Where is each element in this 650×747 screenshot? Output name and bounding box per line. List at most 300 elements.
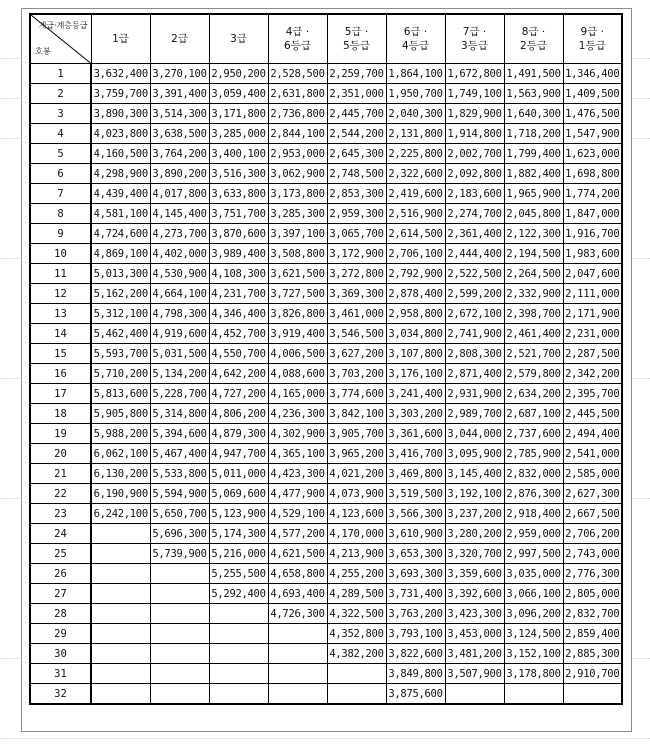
salary-cell: 2,959,000 — [504, 524, 563, 544]
salary-cell: 3,044,000 — [445, 424, 504, 444]
salary-cell: 1,774,200 — [563, 184, 622, 204]
salary-cell: 3,703,200 — [327, 364, 386, 384]
table-row — [30, 424, 622, 444]
salary-cell: 3,361,600 — [386, 424, 445, 444]
salary-cell: 3,759,700 — [91, 84, 150, 104]
step-cell: 29 — [30, 624, 91, 644]
salary-cell: 3,731,400 — [386, 584, 445, 604]
salary-cell: 3,095,900 — [445, 444, 504, 464]
salary-cell: 4,273,700 — [150, 224, 209, 244]
salary-cell: 3,035,000 — [504, 564, 563, 584]
salary-cell: 6,242,100 — [91, 504, 150, 524]
salary-cell: 2,047,600 — [563, 264, 622, 284]
salary-cell: 4,577,200 — [268, 524, 327, 544]
step-cell: 28 — [30, 604, 91, 624]
grade-header-sublabel: 6등급 — [284, 40, 311, 52]
salary-cell: 3,764,200 — [150, 144, 209, 164]
salary-cell: 2,322,600 — [386, 164, 445, 184]
salary-cell: 2,579,800 — [504, 364, 563, 384]
salary-cell: 3,034,800 — [386, 324, 445, 344]
salary-cell: 3,989,400 — [209, 244, 268, 264]
salary-cell: 4,021,200 — [327, 464, 386, 484]
salary-cell: 4,947,700 — [209, 444, 268, 464]
salary-cell: 4,289,500 — [327, 584, 386, 604]
salary-cell: 3,653,300 — [386, 544, 445, 564]
salary-cell — [150, 604, 209, 624]
salary-cell: 2,706,200 — [563, 524, 622, 544]
salary-cell: 2,776,300 — [563, 564, 622, 584]
salary-cell: 4,023,800 — [91, 124, 150, 144]
salary-cell — [268, 644, 327, 664]
grade-header-label: 7급 · — [462, 26, 487, 38]
salary-cell: 4,869,100 — [91, 244, 150, 264]
salary-cell: 2,805,000 — [563, 584, 622, 604]
salary-cell: 3,272,800 — [327, 264, 386, 284]
salary-cell: 2,122,300 — [504, 224, 563, 244]
salary-cell: 3,400,100 — [209, 144, 268, 164]
table-row — [30, 64, 622, 84]
salary-cell — [209, 664, 268, 684]
salary-cell: 1,799,400 — [504, 144, 563, 164]
salary-cell: 3,096,200 — [504, 604, 563, 624]
salary-cell: 2,931,900 — [445, 384, 504, 404]
salary-cell — [150, 564, 209, 584]
salary-cell: 3,391,400 — [150, 84, 209, 104]
salary-cell: 5,013,300 — [91, 264, 150, 284]
table-body — [30, 64, 622, 705]
table-row — [30, 184, 622, 204]
grade-header-sublabel: 1등급 — [578, 40, 606, 52]
salary-cell: 4,322,500 — [327, 604, 386, 624]
salary-cell: 3,793,100 — [386, 624, 445, 644]
step-cell: 10 — [30, 244, 91, 264]
salary-cell — [563, 684, 622, 705]
salary-cell: 3,171,800 — [209, 104, 268, 124]
grade-header-sublabel: 3등급 — [461, 40, 488, 52]
salary-cell: 2,361,400 — [445, 224, 504, 244]
salary-cell: 2,045,800 — [504, 204, 563, 224]
salary-cell: 1,623,000 — [563, 144, 622, 164]
salary-cell: 5,696,300 — [150, 524, 209, 544]
salary-cell: 5,174,300 — [209, 524, 268, 544]
salary-cell: 3,514,300 — [150, 104, 209, 124]
salary-cell: 3,107,800 — [386, 344, 445, 364]
salary-cell: 5,228,700 — [150, 384, 209, 404]
salary-cell: 1,749,100 — [445, 84, 504, 104]
grade-header-label: 5급 · — [344, 26, 369, 38]
step-cell: 12 — [30, 284, 91, 304]
salary-cell: 3,826,800 — [268, 304, 327, 324]
step-cell: 11 — [30, 264, 91, 284]
grade-header-5 — [327, 14, 386, 64]
step-cell: 20 — [30, 444, 91, 464]
step-cell: 7 — [30, 184, 91, 204]
salary-cell: 4,382,200 — [327, 644, 386, 664]
salary-cell: 5,394,600 — [150, 424, 209, 444]
salary-cell: 3,062,900 — [268, 164, 327, 184]
grade-header-label: 3급 — [230, 33, 247, 45]
salary-cell: 4,402,000 — [150, 244, 209, 264]
salary-cell: 3,237,200 — [445, 504, 504, 524]
salary-cell — [91, 604, 150, 624]
salary-cell: 2,445,500 — [563, 404, 622, 424]
salary-cell: 2,958,800 — [386, 304, 445, 324]
salary-cell: 4,621,500 — [268, 544, 327, 564]
salary-cell — [91, 684, 150, 705]
salary-cell: 2,342,200 — [563, 364, 622, 384]
salary-cell — [91, 584, 150, 604]
step-cell: 31 — [30, 664, 91, 684]
salary-cell: 2,231,000 — [563, 324, 622, 344]
salary-cell: 4,727,200 — [209, 384, 268, 404]
corner-header-cell — [30, 14, 91, 64]
salary-cell: 2,398,700 — [504, 304, 563, 324]
salary-cell: 2,092,800 — [445, 164, 504, 184]
salary-cell: 1,983,600 — [563, 244, 622, 264]
salary-cell: 5,162,200 — [91, 284, 150, 304]
salary-cell — [150, 584, 209, 604]
salary-cell: 3,359,600 — [445, 564, 504, 584]
salary-cell — [268, 664, 327, 684]
salary-cell: 5,123,900 — [209, 504, 268, 524]
salary-cell: 3,280,200 — [445, 524, 504, 544]
salary-cell: 4,088,600 — [268, 364, 327, 384]
salary-cell: 5,739,900 — [150, 544, 209, 564]
salary-cell: 3,124,500 — [504, 624, 563, 644]
salary-cell: 3,516,300 — [209, 164, 268, 184]
salary-cell — [91, 664, 150, 684]
salary-cell: 4,017,800 — [150, 184, 209, 204]
table-row — [30, 544, 622, 564]
salary-cell: 4,108,300 — [209, 264, 268, 284]
salary-cell: 5,710,200 — [91, 364, 150, 384]
grade-header-label: 9급 · — [580, 26, 604, 38]
salary-cell: 5,314,800 — [150, 404, 209, 424]
salary-cell: 2,878,400 — [386, 284, 445, 304]
salary-cell: 2,808,300 — [445, 344, 504, 364]
salary-cell: 5,069,600 — [209, 484, 268, 504]
salary-cell — [150, 624, 209, 644]
salary-cell: 4,165,000 — [268, 384, 327, 404]
step-cell: 25 — [30, 544, 91, 564]
salary-cell: 3,849,800 — [386, 664, 445, 684]
salary-cell — [91, 544, 150, 564]
step-cell: 18 — [30, 404, 91, 424]
salary-cell: 1,916,700 — [563, 224, 622, 244]
salary-cell: 3,423,300 — [445, 604, 504, 624]
step-cell: 16 — [30, 364, 91, 384]
salary-cell: 4,365,100 — [268, 444, 327, 464]
salary-cell: 3,774,600 — [327, 384, 386, 404]
salary-cell — [150, 644, 209, 664]
salary-cell: 2,687,100 — [504, 404, 563, 424]
table-row — [30, 364, 622, 384]
salary-cell: 3,270,100 — [150, 64, 209, 84]
salary-cell: 4,160,500 — [91, 144, 150, 164]
salary-cell: 3,727,500 — [268, 284, 327, 304]
salary-cell: 1,491,500 — [504, 64, 563, 84]
salary-cell — [150, 664, 209, 684]
salary-cell: 3,627,200 — [327, 344, 386, 364]
salary-cell: 2,521,700 — [504, 344, 563, 364]
salary-cell: 2,631,800 — [268, 84, 327, 104]
grade-header-8 — [504, 14, 563, 64]
salary-cell: 5,813,600 — [91, 384, 150, 404]
salary-cell: 2,332,900 — [504, 284, 563, 304]
salary-cell: 5,011,000 — [209, 464, 268, 484]
grade-header-label: 8급 · — [521, 26, 546, 38]
table-row — [30, 284, 622, 304]
salary-cell: 1,847,000 — [563, 204, 622, 224]
salary-cell — [91, 644, 150, 664]
table-row — [30, 584, 622, 604]
salary-cell — [209, 684, 268, 705]
salary-cell: 1,950,700 — [386, 84, 445, 104]
salary-cell: 3,152,100 — [504, 644, 563, 664]
salary-cell: 3,842,100 — [327, 404, 386, 424]
salary-cell: 1,563,900 — [504, 84, 563, 104]
salary-cell: 3,546,500 — [327, 324, 386, 344]
salary-cell — [327, 684, 386, 705]
salary-cell: 6,190,900 — [91, 484, 150, 504]
salary-cell: 2,287,500 — [563, 344, 622, 364]
salary-cell: 2,419,600 — [386, 184, 445, 204]
salary-cell: 2,885,300 — [563, 644, 622, 664]
table-row — [30, 664, 622, 684]
salary-cell: 3,059,400 — [209, 84, 268, 104]
step-cell: 8 — [30, 204, 91, 224]
salary-cell: 2,736,800 — [268, 104, 327, 124]
salary-cell: 2,171,900 — [563, 304, 622, 324]
step-cell: 13 — [30, 304, 91, 324]
salary-cell: 3,172,900 — [327, 244, 386, 264]
salary-cell — [150, 684, 209, 705]
salary-cell — [268, 684, 327, 705]
salary-cell: 4,726,300 — [268, 604, 327, 624]
salary-cell: 2,183,600 — [445, 184, 504, 204]
salary-cell: 3,176,100 — [386, 364, 445, 384]
salary-cell: 1,864,100 — [386, 64, 445, 84]
salary-cell: 5,467,400 — [150, 444, 209, 464]
salary-cell: 1,547,900 — [563, 124, 622, 144]
grade-header-sublabel: 5등급 — [343, 40, 370, 52]
salary-cell: 4,236,300 — [268, 404, 327, 424]
salary-cell: 2,989,700 — [445, 404, 504, 424]
table-row — [30, 224, 622, 244]
salary-cell: 4,664,100 — [150, 284, 209, 304]
table-row — [30, 244, 622, 264]
step-cell: 32 — [30, 684, 91, 705]
salary-cell: 2,706,100 — [386, 244, 445, 264]
grade-header-label: 6급 · — [403, 26, 428, 38]
grade-header-6 — [386, 14, 445, 64]
salary-cell: 6,062,100 — [91, 444, 150, 464]
salary-cell: 3,285,300 — [268, 204, 327, 224]
salary-cell: 1,698,800 — [563, 164, 622, 184]
salary-cell: 2,953,000 — [268, 144, 327, 164]
salary-cell: 2,832,000 — [504, 464, 563, 484]
salary-cell: 4,581,100 — [91, 204, 150, 224]
step-cell: 30 — [30, 644, 91, 664]
table-row — [30, 684, 622, 705]
step-cell: 2 — [30, 84, 91, 104]
step-cell: 14 — [30, 324, 91, 344]
table-row — [30, 124, 622, 144]
salary-cell: 5,134,200 — [150, 364, 209, 384]
salary-cell: 4,255,200 — [327, 564, 386, 584]
table-row — [30, 644, 622, 664]
step-cell: 9 — [30, 224, 91, 244]
salary-cell: 5,292,400 — [209, 584, 268, 604]
salary-cell: 3,369,300 — [327, 284, 386, 304]
salary-cell: 2,997,500 — [504, 544, 563, 564]
salary-cell: 3,192,100 — [445, 484, 504, 504]
background-rule — [0, 738, 650, 739]
salary-cell: 4,693,400 — [268, 584, 327, 604]
salary-cell: 4,919,600 — [150, 324, 209, 344]
salary-cell: 5,312,100 — [91, 304, 150, 324]
grade-header-4 — [268, 14, 327, 64]
grade-header-label: 1급 — [112, 33, 129, 45]
salary-cell: 4,439,400 — [91, 184, 150, 204]
salary-cell — [268, 624, 327, 644]
salary-cell: 4,452,700 — [209, 324, 268, 344]
salary-cell: 3,566,300 — [386, 504, 445, 524]
salary-cell: 1,914,800 — [445, 124, 504, 144]
salary-cell: 2,844,100 — [268, 124, 327, 144]
step-cell: 6 — [30, 164, 91, 184]
salary-cell: 5,593,700 — [91, 344, 150, 364]
salary-cell: 5,216,000 — [209, 544, 268, 564]
salary-cell: 3,453,000 — [445, 624, 504, 644]
salary-cell: 5,031,500 — [150, 344, 209, 364]
salary-cell: 3,519,500 — [386, 484, 445, 504]
salary-cell: 2,645,300 — [327, 144, 386, 164]
salary-cell: 2,522,500 — [445, 264, 504, 284]
salary-cell: 2,585,000 — [563, 464, 622, 484]
salary-cell: 2,792,900 — [386, 264, 445, 284]
salary-cell: 2,871,400 — [445, 364, 504, 384]
salary-cell: 4,724,600 — [91, 224, 150, 244]
grade-header-2 — [150, 14, 209, 64]
step-cell: 5 — [30, 144, 91, 164]
salary-cell — [445, 684, 504, 705]
grade-header-1 — [91, 14, 150, 64]
grade-header-3 — [209, 14, 268, 64]
grade-header-sublabel: 2등급 — [520, 40, 547, 52]
table-row — [30, 324, 622, 344]
step-cell: 15 — [30, 344, 91, 364]
grade-header-label: 4급 · — [285, 26, 310, 38]
salary-cell — [504, 684, 563, 705]
salary-cell: 2,274,700 — [445, 204, 504, 224]
salary-cell: 5,255,500 — [209, 564, 268, 584]
salary-cell: 6,130,200 — [91, 464, 150, 484]
salary-cell: 3,610,900 — [386, 524, 445, 544]
salary-cell: 2,225,800 — [386, 144, 445, 164]
grade-header-7 — [445, 14, 504, 64]
salary-cell: 2,599,200 — [445, 284, 504, 304]
salary-cell: 3,285,000 — [209, 124, 268, 144]
salary-cell: 3,890,300 — [91, 104, 150, 124]
salary-cell: 2,748,500 — [327, 164, 386, 184]
salary-cell: 3,241,400 — [386, 384, 445, 404]
step-cell: 19 — [30, 424, 91, 444]
table-row — [30, 344, 622, 364]
salary-cell: 4,352,800 — [327, 624, 386, 644]
table-row — [30, 264, 622, 284]
table-row — [30, 384, 622, 404]
header-row — [30, 14, 622, 64]
salary-cell — [91, 624, 150, 644]
step-cell: 22 — [30, 484, 91, 504]
salary-cell: 2,672,100 — [445, 304, 504, 324]
salary-cell: 2,194,500 — [504, 244, 563, 264]
salary-cell: 1,965,900 — [504, 184, 563, 204]
salary-cell: 2,832,700 — [563, 604, 622, 624]
salary-cell: 4,798,300 — [150, 304, 209, 324]
salary-cell: 5,462,400 — [91, 324, 150, 344]
salary-cell: 4,642,200 — [209, 364, 268, 384]
salary-cell — [209, 624, 268, 644]
salary-cell: 3,392,600 — [445, 584, 504, 604]
salary-cell: 3,397,100 — [268, 224, 327, 244]
salary-cell: 2,737,600 — [504, 424, 563, 444]
step-cell: 1 — [30, 64, 91, 84]
salary-cell: 2,131,800 — [386, 124, 445, 144]
salary-cell: 3,632,400 — [91, 64, 150, 84]
salary-cell — [209, 644, 268, 664]
salary-cell: 2,528,500 — [268, 64, 327, 84]
salary-cell: 2,040,300 — [386, 104, 445, 124]
table-row — [30, 444, 622, 464]
table-row — [30, 484, 622, 504]
step-cell: 3 — [30, 104, 91, 124]
table-row — [30, 564, 622, 584]
salary-cell: 3,145,400 — [445, 464, 504, 484]
salary-cell: 2,876,300 — [504, 484, 563, 504]
salary-cell: 3,822,600 — [386, 644, 445, 664]
salary-cell: 2,950,200 — [209, 64, 268, 84]
salary-cell: 2,002,700 — [445, 144, 504, 164]
table-row — [30, 464, 622, 484]
step-cell: 17 — [30, 384, 91, 404]
salary-cell: 2,461,400 — [504, 324, 563, 344]
salary-cell: 4,477,900 — [268, 484, 327, 504]
salary-cell: 3,066,100 — [504, 584, 563, 604]
salary-cell: 3,965,200 — [327, 444, 386, 464]
table-row — [30, 84, 622, 104]
salary-cell: 4,302,900 — [268, 424, 327, 444]
salary-cell: 2,544,200 — [327, 124, 386, 144]
salary-cell: 2,853,300 — [327, 184, 386, 204]
salary-cell: 2,910,700 — [563, 664, 622, 684]
salary-cell: 3,469,800 — [386, 464, 445, 484]
table-row — [30, 144, 622, 164]
table-row — [30, 204, 622, 224]
salary-cell: 4,879,300 — [209, 424, 268, 444]
salary-cell: 4,213,900 — [327, 544, 386, 564]
salary-cell — [91, 564, 150, 584]
salary-cell: 2,111,000 — [563, 284, 622, 304]
salary-cell: 2,741,900 — [445, 324, 504, 344]
salary-cell: 4,231,700 — [209, 284, 268, 304]
salary-cell: 3,890,200 — [150, 164, 209, 184]
salary-cell: 3,508,800 — [268, 244, 327, 264]
salary-cell: 1,640,300 — [504, 104, 563, 124]
table-row — [30, 504, 622, 524]
salary-cell: 5,905,800 — [91, 404, 150, 424]
